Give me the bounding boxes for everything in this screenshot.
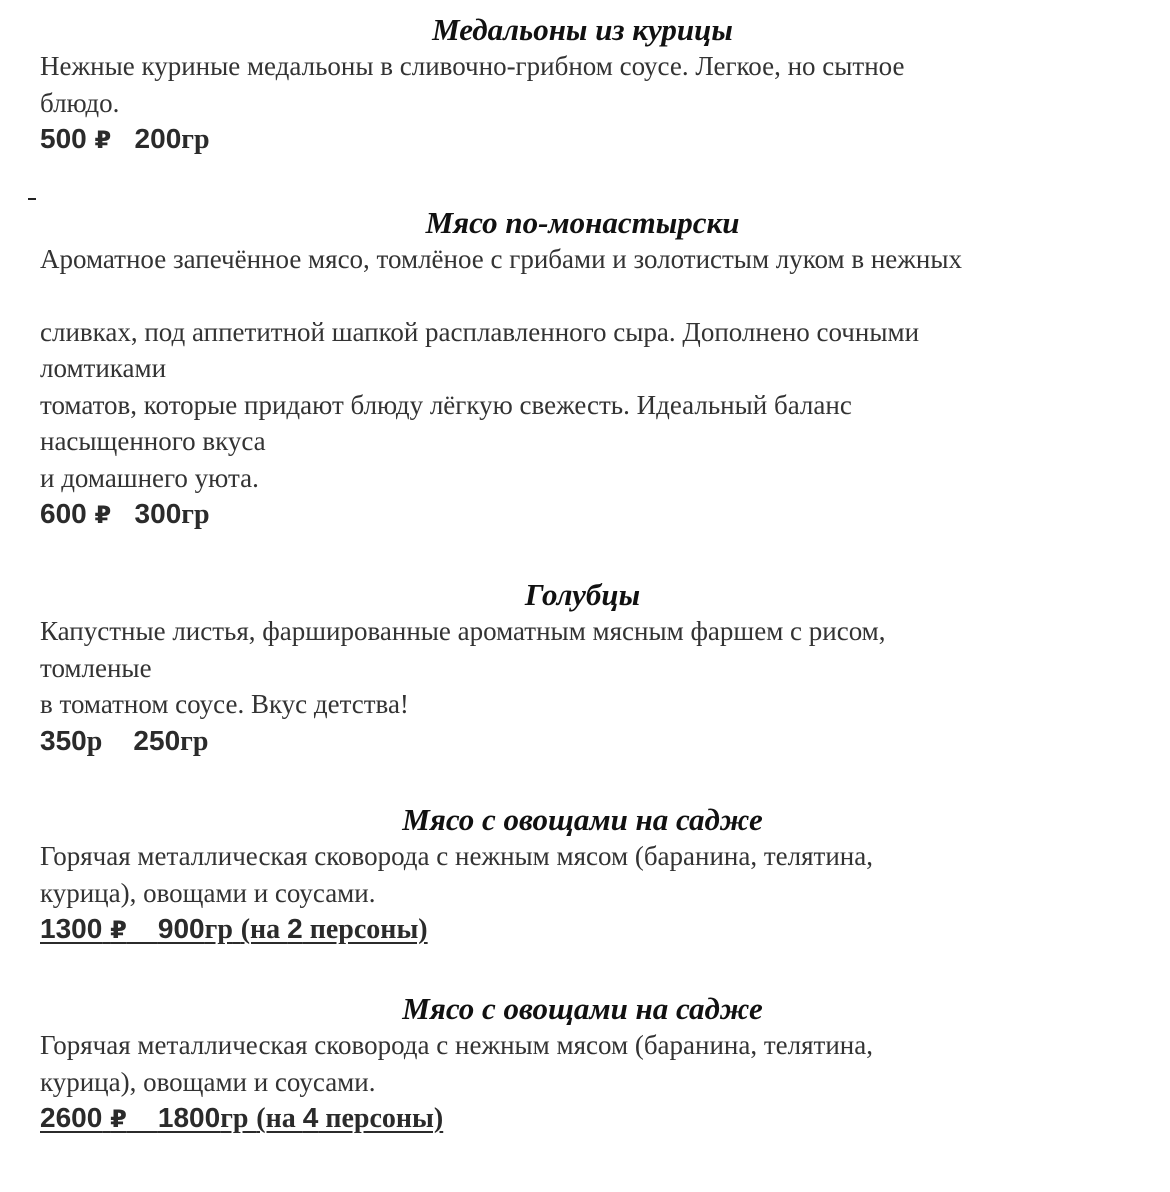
menu-item-monastery-meat [40,205,1140,533]
menu-item-chicken-medallions [40,12,1140,158]
price-weight-row [40,1100,1140,1137]
servings-count: 2 [287,913,303,944]
price-value: 350 [40,724,87,756]
currency-symbol: ₽ [94,126,112,154]
description-line: сливках, под аппетитной шапкой расплавленного сыра. Дополнено сочными [40,316,920,347]
price-weight-row [40,723,1140,760]
servings-note-open: (на [256,1103,303,1134]
weight-value: 200 [134,123,182,154]
servings-count: 4 [302,1102,319,1133]
description-line: курица), овощами и соусами. [40,1066,376,1097]
description-line: Горячая металлическая сковорода с нежным мясом (баранина, телятина, [40,841,873,871]
currency-symbol: ₽ [110,916,127,944]
description-line: Капустные листья, фаршированные ароматным мясным фаршем с рисом, [40,616,886,646]
weight-unit: гр [204,914,233,945]
menu-item-sadj-two [40,802,1140,948]
description-blank-line [40,278,1140,314]
dish-description [40,838,1140,911]
description-line: и домашнего уюта. [40,462,259,493]
price-weight-row [40,911,1140,948]
dish-title: Мясо с овощами на садже [402,802,763,837]
dish-description [40,613,1140,723]
price-weight-row [40,121,1140,158]
description-line: томленые [40,652,152,683]
currency-symbol: ₽ [110,1105,127,1133]
dish-title: Мясо с овощами на садже [402,991,763,1026]
weight-value: 300 [134,498,182,529]
description-line: в томатном соусе. Вкус детства! [40,689,409,719]
dish-description [40,48,1140,121]
description-line: ломтиками [40,353,167,383]
weight-value: 900 [157,913,205,944]
price-value: 500 [40,123,87,154]
weight-value: 250 [133,724,181,756]
price-value: 2600 [40,1102,103,1133]
description-line: блюдо. [40,87,120,118]
weight-unit: гр [180,725,209,757]
currency-symbol: ₽ [94,501,112,529]
price-weight-row [40,496,1140,533]
servings-note-close: персоны) [318,1103,444,1134]
price-value: 600 [40,498,87,529]
weight-unit: гр [181,499,210,530]
description-line: Нежные куриные медальоны в сливочно-грибном соусе. Легкое, но сытное [40,51,905,81]
description-line: Горячая металлическая сковорода с нежным мясом (баранина, телятина, [40,1030,873,1060]
stray-dash-mark [28,198,36,200]
dish-title: Голубцы [524,577,641,612]
description-line: томатов, которые придают блюду лёгкую свежесть. Идеальный баланс [40,389,852,420]
currency-symbol: р [86,725,103,757]
price-value: 1300 [40,913,103,944]
servings-note-close: персоны) [302,914,428,945]
weight-unit: гр [181,124,210,155]
dish-title: Медальоны из курицы [432,12,733,47]
weight-unit: гр [220,1103,249,1134]
menu-item-golubtsy [40,577,1140,760]
description-line: Ароматное запечённое мясо, томлёное с грибами и золотистым луком в нежных [40,244,962,274]
description-line: курица), овощами и соусами. [40,877,376,908]
servings-note-open: (на [240,914,288,945]
menu-item-sadj-four [40,991,1140,1137]
description-line: насыщенного вкуса [40,426,266,456]
weight-value: 1800 [157,1102,221,1133]
dish-description [40,1027,1140,1100]
dish-description [40,241,1140,496]
dish-title: Мясо по-монастырски [425,205,740,240]
